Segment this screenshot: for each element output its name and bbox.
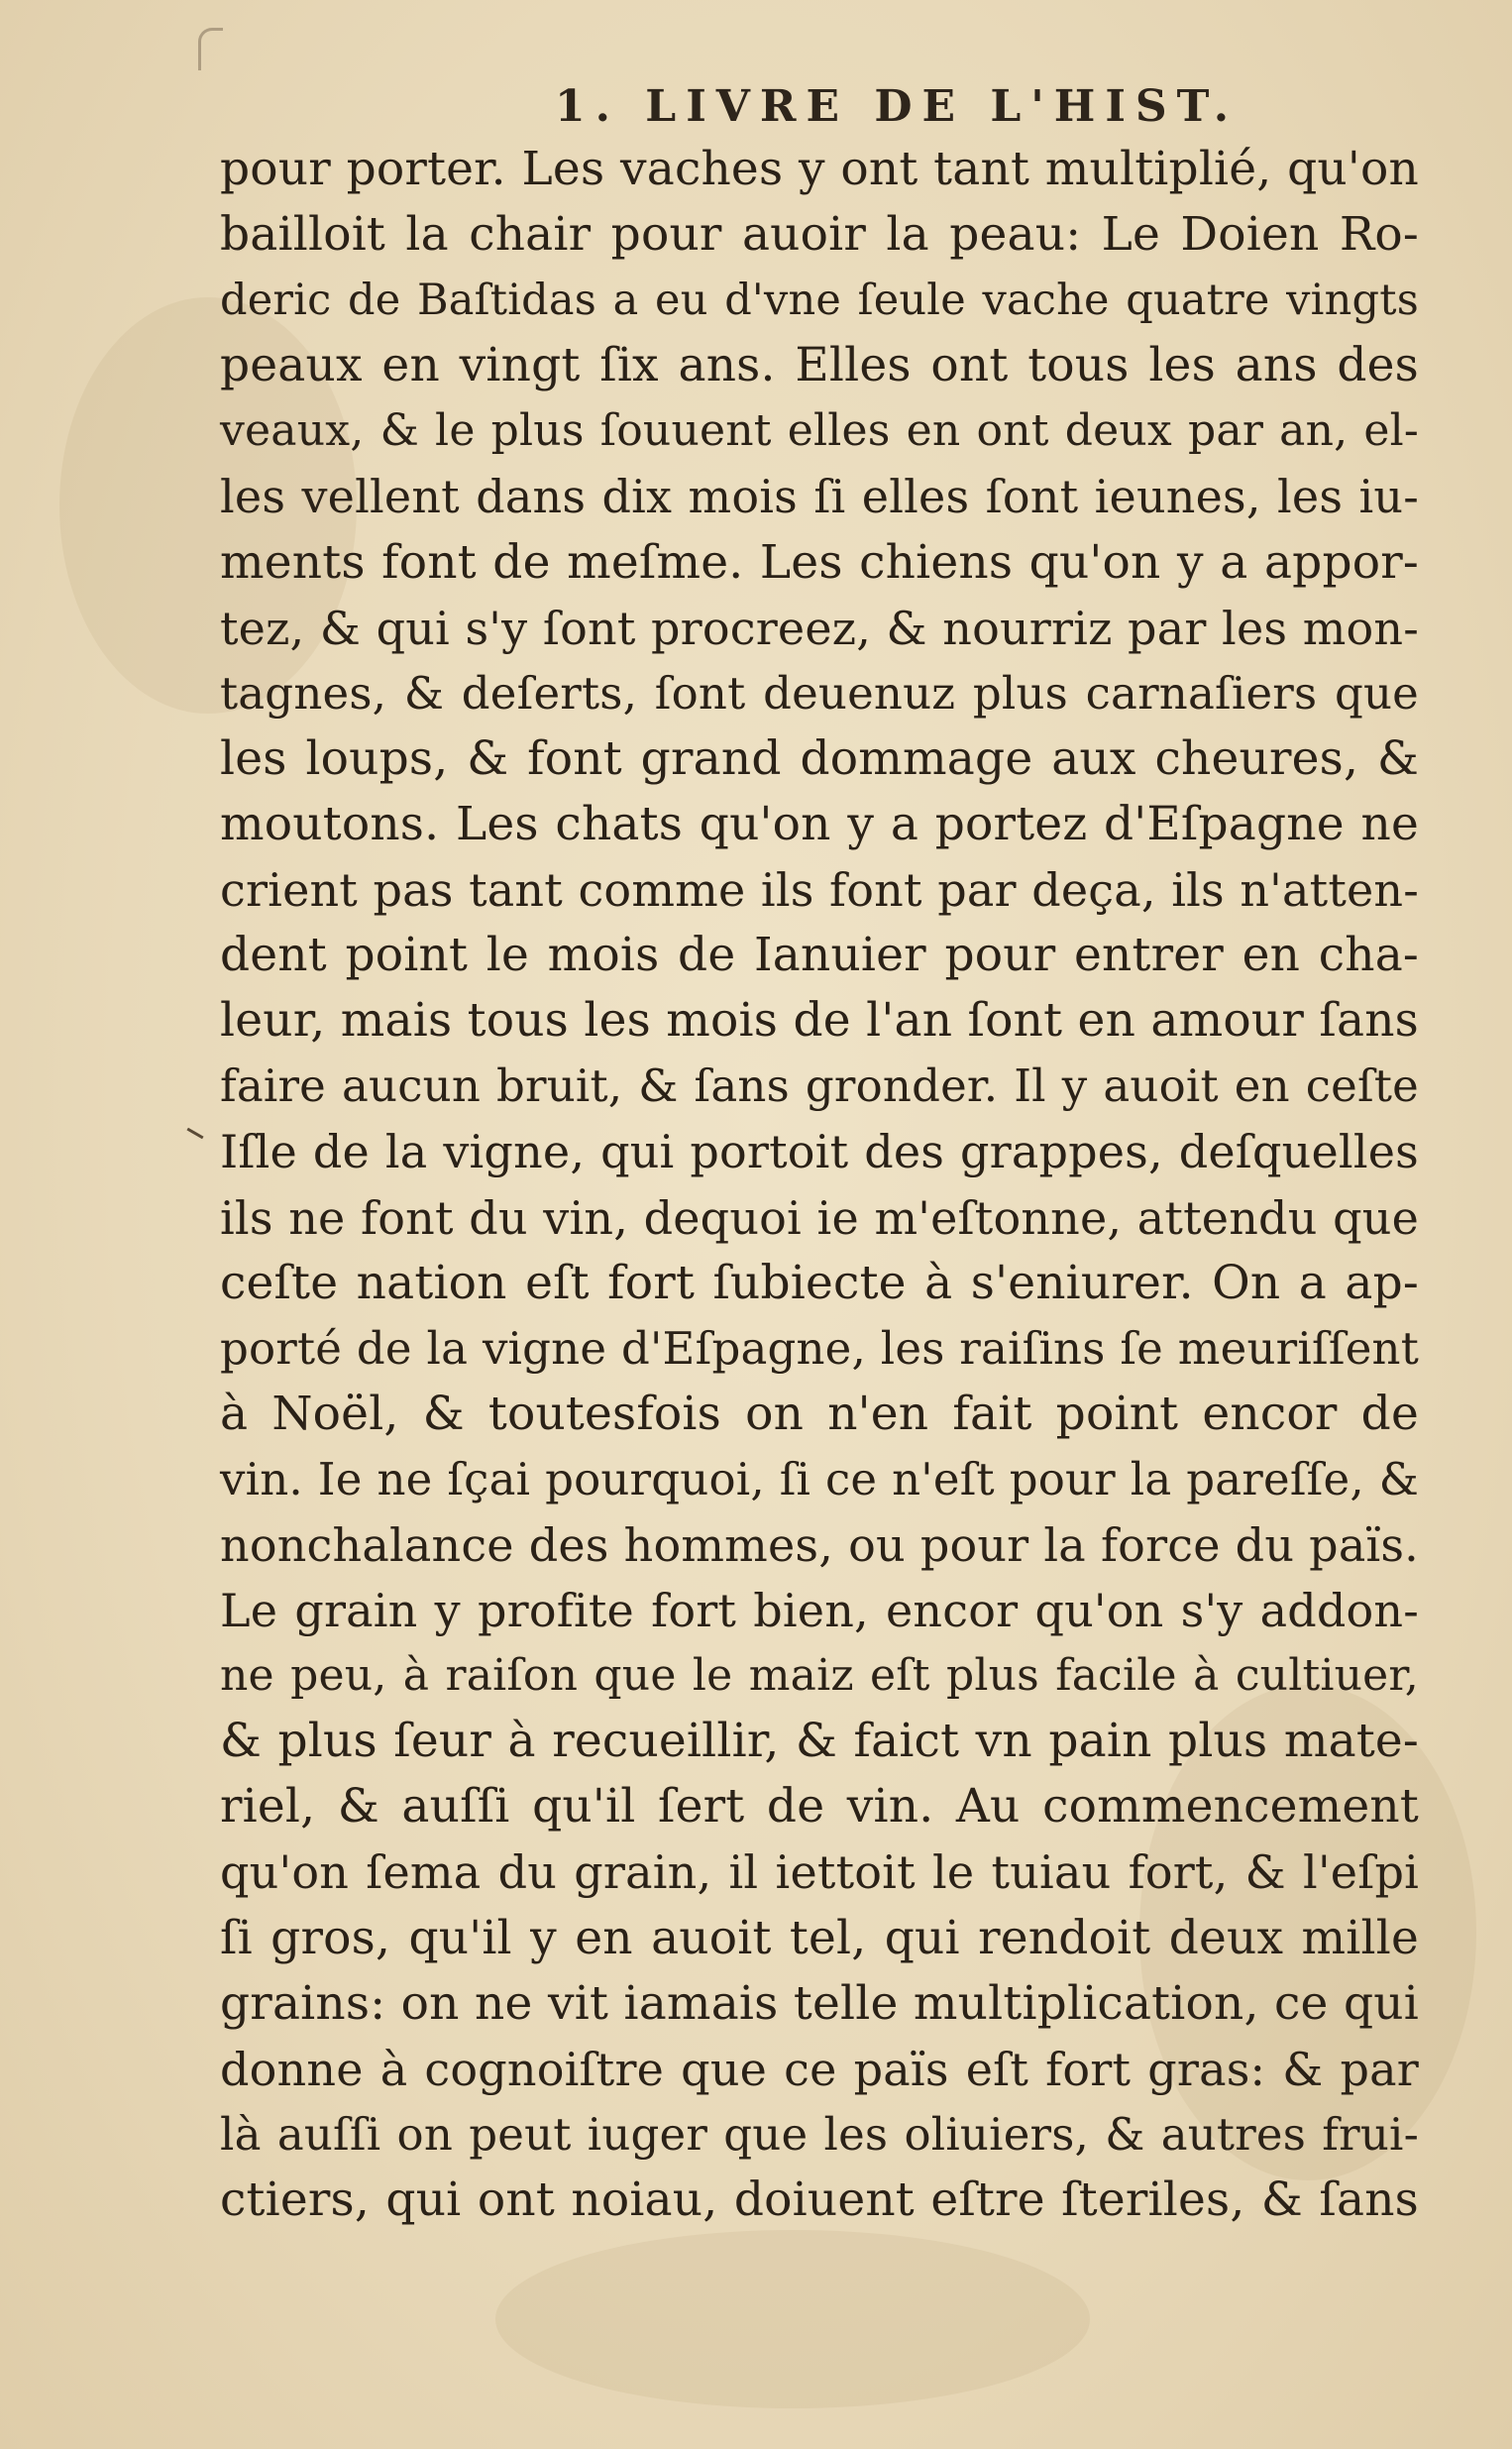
text-line: deric de Baſtidas a eu d'vne ſeule vache quatre vingts xyxy=(220,276,1419,326)
text-line: nonchalance des hommes, ou pour la force du païs. xyxy=(220,1517,1419,1572)
text-line: ils ne font du vin, dequoi ie m'eſtonne, attendu que xyxy=(220,1190,1419,1245)
text-line: ſi gros, qu'il y en auoit tel, qui rendoit deux mille xyxy=(220,1910,1419,1965)
text-line: pour porter. Les vaches y ont tant multiplié, qu'on xyxy=(220,142,1419,196)
text-line: à Noël, & toutesfois on n'en fait point encor de xyxy=(220,1386,1419,1441)
text-line: veaux, & le plus ſouuent elles en ont deux par an, el- xyxy=(220,405,1419,457)
text-line: là auſſi on peut iuger que les oliuiers, & autres frui- xyxy=(220,2107,1419,2161)
text-line: grains: on ne vit iamais telle multiplication, ce qui xyxy=(220,1975,1419,2031)
paper-stain xyxy=(495,2230,1090,2408)
text-line: crient pas tant comme ils font par deça, ils n'atten- xyxy=(220,863,1419,918)
text-line: faire aucun bruit, & ſans gronder. Il y auoit en ceſte xyxy=(220,1059,1419,1113)
text-line: Iſle de la vigne, qui portoit des grappes, deſquelles xyxy=(220,1125,1419,1179)
text-line: donne à cognoiſtre que ce païs eſt fort gras: & par xyxy=(220,2042,1419,2096)
corner-mark xyxy=(198,28,223,70)
text-line: ctiers, qui ont noiau, doiuent eſtre ſteriles, & ſans xyxy=(220,2171,1419,2227)
text-line: les vellent dans dix mois ſi elles ſont ieunes, les iu- xyxy=(220,470,1419,524)
text-line: leur, mais tous les mois de l'an ſont en amour ſans xyxy=(220,993,1419,1049)
text-line: ne peu, à raiſon que le maiz eſt plus facile à cultiuer, xyxy=(220,1650,1419,1702)
text-line: tagnes, & deſerts, ſont deuenuz plus carnaſiers que xyxy=(220,666,1419,720)
text-line: bailloit la chair pour auoir la peau: Le Doien Ro- xyxy=(220,207,1419,263)
text-line: vin. Ie ne ſçai pourquoi, ſi ce n'eſt pour la pareſſe, & xyxy=(220,1452,1419,1505)
text-line: qu'on ſema du grain, il iettoit le tuiau fort, & l'eſpi xyxy=(220,1845,1419,1900)
body-text xyxy=(220,137,1419,2233)
text-line: Le grain y profite fort bien, encor qu'on s'y addon- xyxy=(220,1584,1419,1638)
text-line: riel, & auſſi qu'il ſert de vin. Au commencement xyxy=(220,1779,1419,1835)
text-line: ments font de meſme. Les chiens qu'on y a appor- xyxy=(220,534,1419,590)
text-line: moutons. Les chats qu'on y a portez d'Eſpagne ne xyxy=(220,796,1419,851)
margin-mark xyxy=(186,1128,203,1140)
text-line: ceſte nation eſt fort ſubiecte à s'eniurer. On a ap- xyxy=(220,1255,1419,1310)
text-line: les loups, & font grand dommage aux cheures, & xyxy=(220,730,1419,786)
text-line: tez, & qui s'y ſont procreez, & nourriz par les mon- xyxy=(220,601,1419,655)
text-line: porté de la vigne d'Eſpagne, les raiſins ſe meuriſſent xyxy=(220,1321,1419,1375)
running-head: 1. LIVRE DE L'HIST. xyxy=(555,81,1240,132)
text-line: dent point le mois de Ianuier pour entrer en cha- xyxy=(220,928,1419,983)
text-line: peaux en vingt ſix ans. Elles ont tous les ans des xyxy=(220,338,1419,393)
text-line: & plus ſeur à recueillir, & faict vn pain plus mate- xyxy=(220,1714,1419,1769)
